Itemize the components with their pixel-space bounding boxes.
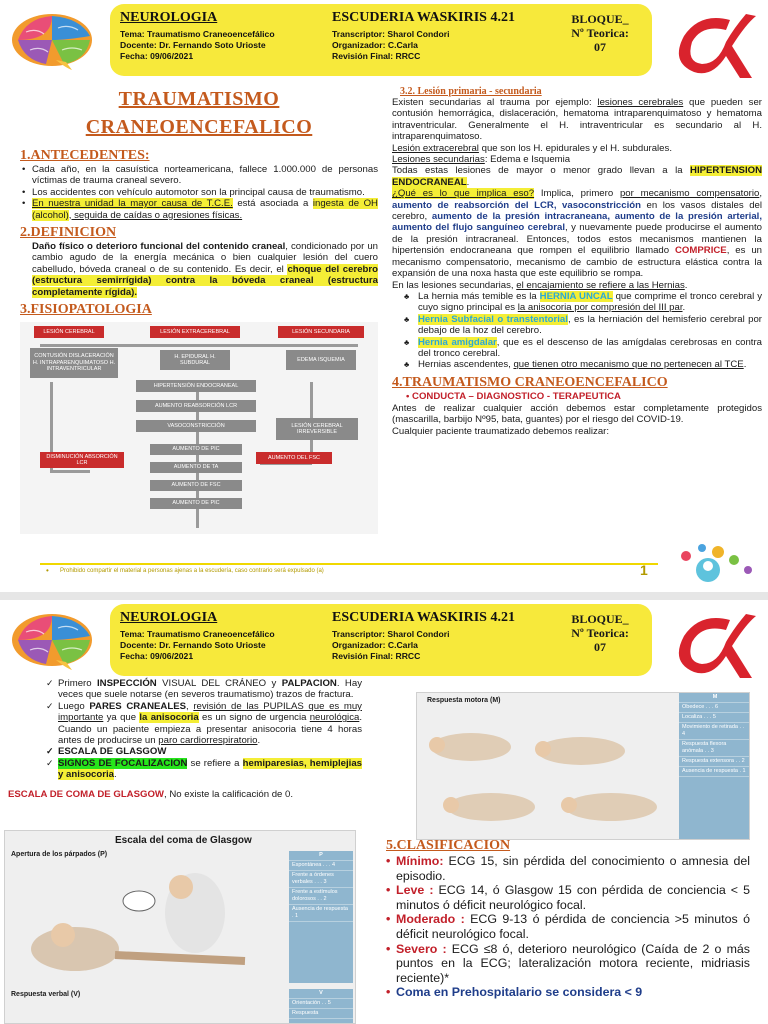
alpha-logo-icon <box>660 606 760 686</box>
table-header: P <box>289 851 353 861</box>
highlight-text: Hernia Subfacial o transtentorial <box>418 313 568 325</box>
table-row: Obedece . . . 6 <box>679 703 750 713</box>
text-span: PARES CRANEALES <box>89 700 187 712</box>
definition-paragraph <box>20 241 378 298</box>
list-item <box>396 883 750 912</box>
text-span: que son los H. epidurales y el H. subdurales. <box>478 142 672 154</box>
text-span: : Edema e Isquemia <box>484 154 571 166</box>
page-separator <box>0 592 768 600</box>
footer-bullet: • <box>46 566 49 575</box>
course-title: NEUROLOGIA <box>120 610 218 625</box>
text-span: VISUAL DEL CRÁNEO y <box>156 678 282 689</box>
section-antecedentes: 1.ANTECEDENTES: <box>20 148 150 163</box>
list-item <box>418 359 762 370</box>
main-title-line-2: CRANEOENCEFALICO <box>85 116 313 138</box>
highlight-text: HERNIA UNCAL <box>539 290 613 302</box>
footer-text: Prohibido compartir el material a personas ajenas a la escudería, caso contrario será expulsado (a) <box>60 568 324 574</box>
block-label: BLOQUE_ <box>571 12 629 26</box>
text-span: . <box>257 735 261 747</box>
highlight-text: la anisocoria <box>139 712 199 724</box>
conducta-heading: • CONDUCTA – DIAGNOSTICO - TERAPEUTICA <box>406 390 621 402</box>
paragraph <box>392 188 762 279</box>
list-item: • Los accidentes con vehículo automotor son la principal causa de traumatismo. <box>32 187 378 198</box>
topic-line: Tema: Traumatismo Craneoencefálico <box>120 629 275 639</box>
main-title-line-1: TRAUMATISMO <box>118 88 280 110</box>
text-span: , <box>759 188 762 200</box>
paragraph <box>392 97 762 143</box>
text-span: Leve : <box>396 883 434 898</box>
glasgow-note <box>8 789 362 800</box>
table-row: Respuesta extensora . . 2 <box>679 757 750 767</box>
teacher-line: Docente: Dr. Fernando Soto Urioste <box>120 40 266 50</box>
diagram-box: AUMENTO DE TA <box>150 462 242 473</box>
table-row: Frente a órdenes verbales . . . 3 <box>289 871 353 888</box>
text-span: que pueden ser contusión hemorrágica, dislaceración, hematoma intraparenquimatoso y hematoma intraventricular. Generalmente el H. intraventricular es secundario al H. intraparenquimatoso. <box>392 97 762 143</box>
table-row: Frente a estímulos dolorosos . . 2 <box>289 888 353 905</box>
list-item <box>418 314 762 337</box>
text-span: . <box>743 359 747 371</box>
text-span: . <box>466 176 470 188</box>
diagram-box: AUMENTO REABSORCIÓN LCR <box>136 400 256 412</box>
school-title: ESCUDERIA WASKIRIS 4.21 <box>332 10 515 25</box>
highlight-text: hemiparesias, hemiplejias y anisocoria <box>58 757 363 781</box>
text-span: En las lesiones secundarias, <box>392 279 517 291</box>
text-span: Primero <box>58 678 98 689</box>
list-item <box>32 198 378 221</box>
left-column <box>20 86 378 534</box>
list-item <box>58 701 362 747</box>
organizer-line: Organizador: C.Carla <box>332 640 418 650</box>
table-row: Espontánea . . . 4 <box>289 861 353 871</box>
text-span: el encajamiento se refiere a las Hernias <box>516 279 685 291</box>
table-row: Localiza . . . 5 <box>679 713 750 723</box>
text-span: ECG 15, sin pérdida del conocimiento o amnesia del episodio. <box>396 854 750 883</box>
table-row: Ausencia de respuesta . 1 <box>289 905 353 922</box>
section-definicion: 2.DEFINICION <box>20 225 117 241</box>
paragraph: Cualquier paciente traumatizado debemos realizar: <box>392 425 610 437</box>
text-span: que comprime el tronco cerebral y cuyo signo principal es <box>418 290 763 314</box>
text-span: Daño físico o deterioro funcional del contenido craneal <box>32 241 286 253</box>
page-number: 1 <box>640 562 648 578</box>
antecedentes-list <box>20 164 378 221</box>
school-title: ESCUDERIA WASKIRIS 4.21 <box>332 610 515 625</box>
diagram-box: CONTUSIÓN DISLACERACIÓN H. INTRAPARENQUIMATOSO H. INTRAVENTRICULAR <box>30 348 118 378</box>
text-span: se refiere a <box>187 757 243 769</box>
paragraph <box>392 280 762 291</box>
text-span: , condicionado por un cambio agudo de la energía mecánica o bien cualquier lesión del cuero cabelludo, bóveda craneal o de su contenido. Es decir, el <box>32 241 378 275</box>
table-row: Respuesta flexora anómala . . 3 <box>679 740 750 757</box>
list-item: • Coma en Prehospitalario se considera < 9 <box>396 985 750 1000</box>
figure-subtitle: Apertura de los párpados (P) <box>11 851 108 858</box>
diagram-box: AUMENTO DEL FSC <box>256 452 332 464</box>
highlight-text: SIGNOS DE FOCALIZACION <box>58 757 188 769</box>
text-span: , No existe la calificación de 0. <box>164 788 294 800</box>
text-span: es un signo de urgencia <box>198 712 310 724</box>
paragraph <box>392 154 762 165</box>
text-span: La hernia más temible es la <box>418 290 540 302</box>
text-span: Moderado : <box>396 912 465 927</box>
table-row: Respuesta <box>289 1009 353 1019</box>
text-span: aumento de la presión intracraneana, aumento de la presión arterial, aumento del flujo sanguíneo cerebral <box>392 211 762 234</box>
text-span: Hernias ascendentes, <box>418 359 514 371</box>
list-item <box>58 758 362 781</box>
organizer-line: Organizador: C.Carla <box>332 40 418 50</box>
text-span: . Cuando un paciente empieza a presentar anisocoria tiene 4 horas antes de producirse un <box>58 712 362 747</box>
steps-list <box>44 678 362 781</box>
table-row: Orientación . . 5 <box>289 999 353 1009</box>
text-span: Existen secundarias al trauma por ejemplo: <box>392 97 598 108</box>
diagram-box: LESIÓN EXTRACEREBRAL <box>150 326 240 338</box>
header-left <box>120 610 330 662</box>
pathophysiology-diagram <box>20 322 378 534</box>
brain-icon <box>6 610 100 672</box>
topic-line: Tema: Traumatismo Craneoencefálico <box>120 29 275 39</box>
text-span: lesiones cerebrales <box>597 97 684 108</box>
diagram-box: LESIÓN CEREBRAL <box>34 326 104 338</box>
text-span: , <box>186 700 194 712</box>
text-span: , y nuevamente puede producirse el aumento de la presión intracraneal. Entonces, todos estos mecanismos mantienen la hipertensión endocraneana que rompen el equilibrio llamado <box>392 222 763 257</box>
list-item <box>396 854 750 883</box>
text-span: COMPRICE <box>675 245 727 257</box>
glasgow-motor-figure <box>416 692 750 840</box>
text-span: ECG 9-13 ó pérdida de conciencia >5 minutos ó déficit neurológico focal. <box>396 912 750 941</box>
revision-line: Revisión Final: RRCC <box>332 51 421 61</box>
text-span: aumento de reabsorción del LCR, vasoconstricción <box>392 199 641 211</box>
diagram-box: VASOCONSTRICCIÓN <box>136 420 256 432</box>
text-span: paro cardiorrespiratorio <box>158 735 258 747</box>
header-middle <box>332 610 542 662</box>
eye-opening-table <box>289 851 353 983</box>
diagram-box: AUMENTO DE FSC <box>150 480 242 491</box>
exam-steps <box>8 678 363 800</box>
text-span: está asociada a <box>232 198 313 210</box>
header-right <box>550 12 650 54</box>
header-right <box>550 612 650 654</box>
text-span: que tienen otro mecanismo que no pertenecen al TCE <box>513 359 744 371</box>
text-span: INSPECCIÓN <box>97 678 157 689</box>
teacher-line: Docente: Dr. Fernando Soto Urioste <box>120 640 266 650</box>
header-left <box>120 10 330 62</box>
list-item <box>418 337 762 360</box>
text-span: ECG ≤8 ó, deterioro neurológico (Caída de 2 o más puntos en la ECG; lateralización motora reciente, midriasis reciente)* <box>396 941 750 985</box>
text-span: , seguida de caídas o agresiones físicas. <box>68 209 243 221</box>
diagram-box: H. EPIDURAL H. SUBDURAL <box>160 350 230 370</box>
classification-list <box>386 854 750 1000</box>
motor-table <box>679 693 750 840</box>
alpha-logo-icon <box>660 6 760 86</box>
list-item: • Cada año, en la casuística norteamericana, fallece 1.000.000 de personas víctimas de trauma craneal severo. <box>32 164 378 187</box>
text-span: , es un mecanismo compensatorio, mecanismo de cambio de estructura elástica contra la expansión de una noxa hasta que este equilibrio se rompa. <box>392 245 762 280</box>
hernias-list <box>392 291 762 371</box>
brain-icon <box>6 10 100 72</box>
glasgow-eye-verbal-figure <box>4 830 356 1024</box>
patient-illustration-icon <box>15 865 275 985</box>
verbal-table <box>289 989 353 1024</box>
text-span: . <box>114 769 117 781</box>
diagram-box: DISMINUCIÓN ABSORCIÓN LCR <box>40 452 124 468</box>
text-span: ESCALA DE COMA DE GLASGOW <box>8 788 164 800</box>
subsection-lesion: 3.2. Lesión primaria - secundaria <box>400 86 542 97</box>
figure-subtitle: Respuesta motora (M) <box>427 697 501 704</box>
footer <box>40 563 658 579</box>
lecture-label: Nº Teorica: <box>571 626 629 640</box>
lecture-number: 07 <box>594 40 606 54</box>
course-title: NEUROLOGIA <box>120 10 218 25</box>
text-span: Lesión extracerebral <box>392 142 479 154</box>
table-row: Movimiento de retirada . . 4 <box>679 723 750 740</box>
document-page-2 <box>0 600 768 1024</box>
text-span: Severo : <box>396 941 447 956</box>
header-banner <box>110 4 652 76</box>
text-span: en los vasos distales del cerebro, <box>392 199 762 223</box>
transcriptor-line: Transcriptor: Sharol Condori <box>332 629 450 639</box>
list-item: ✓ ESCALA DE GLASGOW <box>58 746 362 757</box>
text-span: PALPACION <box>281 678 337 689</box>
lecture-label: Nº Teorica: <box>571 26 629 40</box>
diagram-box: HIPERTENSIÓN ENDOCRANEAL <box>136 380 256 392</box>
text-span: . <box>684 279 688 291</box>
list-item <box>396 942 750 986</box>
text-span: Mínimo: <box>396 854 444 868</box>
text-span: , que es el descenso de las amígdalas cerebrosas en contra del tronco cerebral. <box>418 336 762 359</box>
diagram-box: AUMENTO DE PIC <box>150 498 242 509</box>
paragraph <box>392 143 762 154</box>
highlight-text: ingesta de OH (alcohol) <box>32 198 378 221</box>
text-span: Lesiones secundarias <box>392 154 485 166</box>
paragraph: Antes de realizar cualquier acción debemos estar completamente protegidos (mascarilla, barbijo Nº95, bata, guantes) por el riesgo del COVID-19. <box>392 402 762 426</box>
classification-section <box>386 838 750 1000</box>
highlight-text: Hernia amigdalar <box>418 336 497 348</box>
figure-subtitle: Respuesta verbal (V) <box>11 991 81 998</box>
text-span: . <box>682 302 686 314</box>
highlight-text: ¿Qué es lo que implica eso? <box>392 188 535 200</box>
table-header: V <box>289 989 353 999</box>
diagram-box: EDEMA ISQUEMIA <box>286 350 356 370</box>
section-tce: 4.TRAUMATISMO CRANEOENCEFALICO <box>392 374 668 390</box>
list-item <box>418 291 762 314</box>
text-span: Implica, primero <box>534 188 620 200</box>
text-span: por mecanismo compensatorio <box>619 188 760 200</box>
diagram-box: LESIÓN SECUNDARIA <box>278 326 364 338</box>
block-label: BLOQUE_ <box>571 612 629 626</box>
lecture-number: 07 <box>594 640 606 654</box>
text-span: Todas estas lesiones de mayor o menor grado llevan a la <box>392 165 691 177</box>
section-clasificacion: 5.CLASIFICACION <box>386 838 511 853</box>
list-item <box>396 912 750 941</box>
table-row: Ausencia de respuesta . 1 <box>679 767 750 777</box>
text-span: neurológica <box>309 712 360 724</box>
date-line: Fecha: 09/06/2021 <box>120 51 194 61</box>
text-span: , es la herniación del hemisferio cerebral por debajo de la hoz del cerebro. <box>418 313 762 337</box>
highlight-text: En nuestra unidad la mayor causa de T.C.E. <box>32 198 233 210</box>
text-span: ya que <box>103 712 140 724</box>
table-header: M <box>679 693 750 703</box>
highlight-text: choque del cerebro (estructura semirrígida) contra la bóveda craneal (estructura completamente rígida). <box>32 263 378 298</box>
diagram-box: AUMENTO DE PIC <box>150 444 242 455</box>
text-span: . Hay veces que suele notarse (en severos traumatismo) trazos de fractura. <box>58 678 362 701</box>
list-item <box>58 678 362 701</box>
right-column <box>392 86 762 437</box>
header-banner <box>110 604 652 676</box>
motor-response-illustration-icon <box>421 707 673 837</box>
paragraph <box>392 165 762 188</box>
revision-line: Revisión Final: RRCC <box>332 651 421 661</box>
text-span: revisión de las PUPILAS que es muy importante <box>58 700 362 724</box>
transcriptor-line: Transcriptor: Sharol Condori <box>332 29 450 39</box>
text-span: ECG 14, ó Glasgow 15 con pérdida de conciencia < 5 minutos ó déficit neurológico focal. <box>396 883 751 912</box>
diagram-box: LESIÓN CEREBRAL IRREVERSIBLE <box>276 418 358 440</box>
header-middle <box>332 10 542 62</box>
text-span: la anisocoria por compresión del III par <box>517 302 683 314</box>
highlight-text: HIPERTENSION ENDOCRANEAL <box>392 165 762 188</box>
medical-icons-decoration <box>672 540 762 592</box>
text-span: CONDUCTA – DIAGNOSTICO - TERAPEUTICA <box>412 390 621 402</box>
figure-title: Escala del coma de Glasgow <box>115 835 252 846</box>
date-line: Fecha: 09/06/2021 <box>120 651 194 661</box>
section-fisiopatologia: 3.FISIOPATOLOGIA <box>20 302 152 318</box>
text-span: Luego <box>58 700 90 712</box>
